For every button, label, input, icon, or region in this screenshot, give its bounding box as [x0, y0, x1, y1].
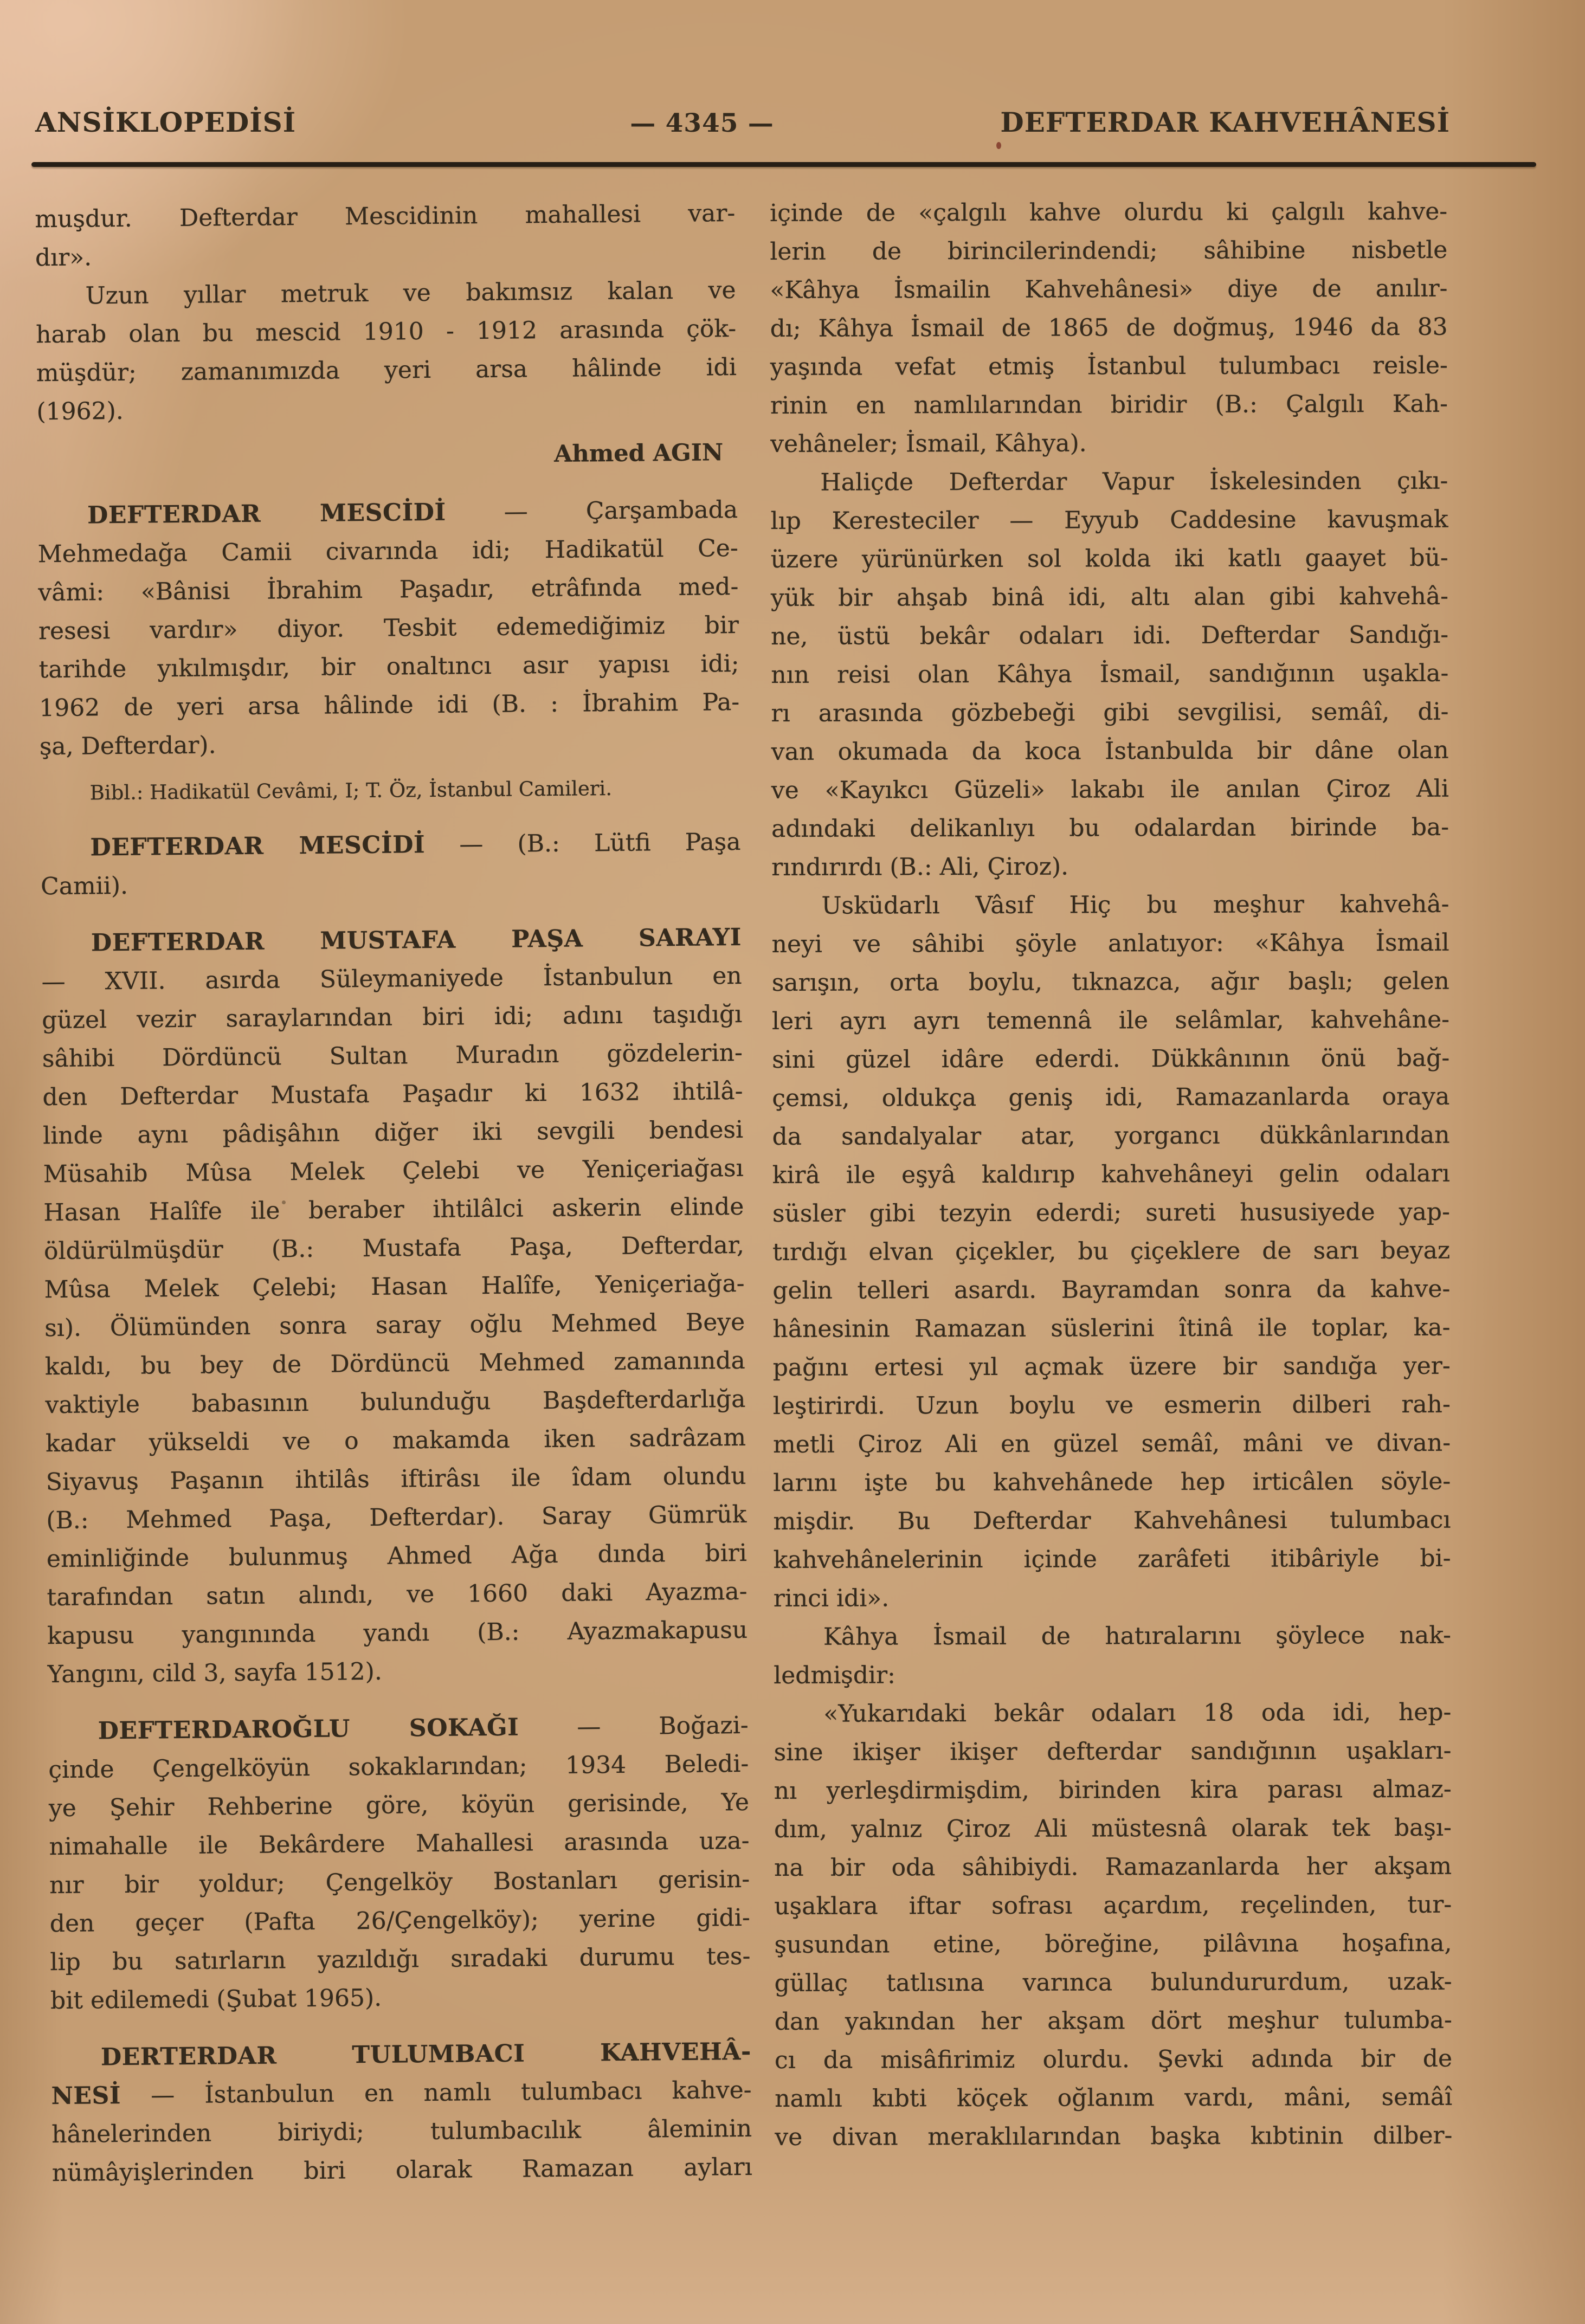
text-line: larını işte bu kahvehânede hep irticâlen söyle-	[773, 1467, 1451, 1497]
text-line: DEFTERDAR MESCİDİ — Çarşambada	[87, 495, 738, 530]
text-line: sini güzel idâre ederdi. Dükkânının önü bağ-	[772, 1044, 1450, 1074]
text-line: Usküdarlı Vâsıf Hiç bu meşhur kahvehâ-	[821, 890, 1449, 920]
text-line: «Kâhya İsmailin Kahvehânesi» diye de anılır-	[770, 274, 1448, 304]
column-right	[770, 192, 1452, 2157]
paragraph	[774, 1693, 1452, 2157]
text-line: dan yakından her akşam dört meşhur tulumba-	[774, 2006, 1452, 2036]
text-line: rinin en namlılarından biridir (B.: Çalgılı Kah-	[770, 390, 1448, 419]
text-line: kirâ ile eşyâ kaldırıp kahvehâneyi gelin odaları	[772, 1159, 1450, 1189]
text-line: lip bu satırların yazıldığı sıradaki durumu tes-	[50, 1942, 751, 1977]
text-line: Siyavuş Paşanın ihtilâs iftirâsı ile îdam olundu	[46, 1462, 746, 1496]
text-line: sine ikişer ikişer defterdar sandığının uşakları-	[774, 1736, 1452, 1766]
text-line: içinde de «çalgılı kahve olurdu ki çalgılı kahve-	[770, 197, 1448, 227]
entry-heading: DEFTERDAR MESCİDİ	[90, 831, 426, 862]
entry-heading: DEFTERDAROĞLU SOKAĞI	[98, 1713, 519, 1745]
text-line: mişdir. Bu Defterdar Kahvehânesi tulumbacı	[773, 1506, 1451, 1535]
text-line: süsler gibi tezyin ederdi; sureti hususiyede yap-	[772, 1198, 1450, 1228]
entry-heading: DEFTERDAR MESCİDİ	[87, 498, 446, 530]
entry-heading: NESİ	[51, 2082, 121, 2110]
text-line: muşdur. Defterdar Mescidinin mahallesi var-	[35, 199, 736, 234]
text-line: güzel vezir saraylarından biri idi; adını taşıdığı	[42, 1000, 743, 1035]
text-line: — XVII. asırda Süleymaniyede İstanbulun en	[41, 961, 742, 996]
text-line: tırdığı elvan çiçekler, bu çiçeklere de sarı beyaz	[772, 1236, 1451, 1266]
text-line: çemsi, oldukça geniş idi, Ramazanlarda oraya	[772, 1082, 1450, 1112]
text-line: dı; Kâhya İsmail de 1865 de doğmuş, 1946 da 83	[770, 313, 1448, 343]
text-line: na bir oda sâhibiydi. Ramazanlarda her akşam	[774, 1852, 1452, 1882]
text-line: harab olan bu mescid 1910 - 1912 arasında çök-	[35, 314, 737, 349]
text-line: nı yerleşdirmişdim, birinden kira parası almaz-	[774, 1775, 1452, 1805]
text-line	[51, 2032, 752, 2077]
text-line: rı arasında gözbebeği gibi sevgilisi, semâî, di-	[771, 698, 1449, 727]
entry-paragraph	[41, 918, 748, 1694]
text-line: lıp Keresteciler — Eyyub Caddesine kavuşmak	[770, 505, 1448, 535]
text-line: ve divan meraklılarından başka kıbtinin dilber-	[775, 2121, 1453, 2151]
text-line: nimahalle ile Bekârdere Mahallesi arasında uza-	[49, 1826, 750, 1861]
paragraph	[770, 192, 1448, 463]
text-line: sarışın, orta boylu, tıknazca, ağır başlı; gelen	[771, 967, 1449, 997]
text-line: yük bir ahşab binâ idi, altı alan gibi kahvehâ-	[770, 582, 1449, 612]
header-page-number: — 4345 —	[630, 108, 774, 138]
text-line: DEFTERDAROĞLU SOKAĞI — Boğazi-	[98, 1711, 749, 1745]
text-line: gelin telleri asardı. Bayramdan sonra da kahve-	[772, 1275, 1451, 1305]
text-line: da sandalyalar atar, yorgancı dükkânlarından	[772, 1121, 1450, 1151]
paragraph	[774, 1616, 1451, 1695]
paragraph	[770, 462, 1449, 887]
text-line: yaşında vefat etmiş İstanbul tulumbacı reisle-	[770, 351, 1448, 381]
paragraph	[35, 194, 736, 277]
text-line: van okumada da koca İstanbulda bir dâne olan	[771, 736, 1449, 766]
text-line: neyi ve sâhibi şöyle anlatıyor: «Kâhya İsmail	[771, 928, 1449, 958]
text-line: adındaki delikanlıyı bu odalardan birinde ba-	[771, 813, 1449, 843]
text-line: Kâhya İsmail de hatıralarını şöylece nak-	[823, 1621, 1452, 1651]
header-left-title: ANSİKLOPEDİSİ	[35, 106, 297, 138]
author-byline: Ahmed AGIN	[553, 439, 724, 468]
entry-paragraph	[48, 1706, 751, 2020]
text-line: ledmişdir:	[774, 1661, 895, 1689]
header-rule	[31, 162, 1536, 167]
text-line: sâhibi Dördüncü Sultan Muradın gözdelerin-	[42, 1038, 743, 1073]
text-line: DEFTERDAR MESCİDİ — (B.: Lütfi Paşa	[90, 828, 741, 862]
text-line: den Defterdar Mustafa Paşadır ki 1632 ihtilâ-	[42, 1077, 743, 1112]
text-line: «Yukarıdaki bekâr odaları 18 oda idi, hep-	[823, 1698, 1452, 1728]
text-line: metli Çiroz Ali en güzel semâî, mâni ve divan-	[772, 1429, 1451, 1458]
text-line: şusundan etine, böreğine, pilâvına hoşafına,	[774, 1929, 1452, 1959]
text-line: kadar yükseldi ve o makamda iken sadrâzam	[45, 1423, 746, 1458]
text-line: ye Şehir Rehberine göre, köyün gerisinde, Ye	[48, 1788, 750, 1823]
text-line: ve «Kayıkcı Güzeli» lakabı ile anılan Çiroz Ali	[771, 774, 1449, 804]
bibliography-line: Bibl.: Hadikatül Cevâmi, I; T. Öz, İstanbul Camileri.	[89, 777, 613, 805]
text-line: dım, yalnız Çiroz Ali müstesnâ olarak tek başı-	[774, 1813, 1452, 1843]
text-line: rındırırdı (B.: Ali, Çiroz).	[771, 853, 1069, 881]
text-line: ne, üstü bekâr odaları idi. Defterdar Sandığı-	[771, 621, 1449, 650]
page-header	[35, 106, 1450, 146]
text-line: uşaklara iftar sofrası açardım, reçelinden, tur-	[774, 1890, 1452, 1920]
text-line: vâmi: «Bânisi İbrahim Paşadır, etrâfında med-	[38, 572, 739, 607]
text-line: Uzun yıllar metruk ve bakımsız kalan ve	[85, 276, 736, 310]
text-line: kahvehânelerinin içinde zarâfeti itibâriyle bi-	[773, 1544, 1451, 1574]
text-line: çinde Çengelköyün sokaklarından; 1934 Beledi-	[48, 1750, 749, 1784]
text-line: vehâneler; İsmail, Kâhya).	[770, 429, 1087, 458]
text-line: bit edilemedi (Şubat 1965).	[50, 1984, 382, 2015]
text-line: kapusu yangınında yandı (B.: Ayazmakapusu	[47, 1616, 748, 1650]
entry-paragraph	[37, 490, 740, 766]
text-line	[41, 918, 742, 963]
text-line: namlı kıbti köçek oğlanım vardı, mâni, semâî	[775, 2083, 1453, 2113]
text-line: (B.: Mehmed Paşa, Defterdar). Saray Gümrük	[46, 1500, 747, 1535]
text-line: tarihde yıkılmışdır, bir onaltıncı asır yapısı idi;	[38, 649, 739, 684]
text-line: Yangını, cild 3, sayfa 1512).	[47, 1657, 383, 1689]
paragraph	[771, 885, 1451, 1618]
text-line: hânesinin Ramazan süslerini îtinâ ile toplar, ka-	[772, 1313, 1451, 1343]
text-line: leştirirdi. Uzun boylu ve esmerin dilberi rah-	[772, 1390, 1451, 1420]
text-line: vaktiyle babasının bulunduğu Başdefterdarlığa	[45, 1385, 746, 1419]
text-line: cı da misâfirimiz olurdu. Şevki adında bir de	[774, 2044, 1453, 2074]
text-line: Camii).	[40, 872, 128, 901]
text-line: Mûsa Melek Çelebi; Hasan Halîfe, Yeniçeriağa-	[44, 1269, 745, 1304]
text-line: Haliçde Defterdar Vapur İskelesinden çıkı-	[820, 467, 1448, 496]
text-line: sı). Ölümünden sonra saray oğlu Mehmed Beye	[44, 1308, 745, 1342]
text-line: Müsahib Mûsa Melek Çelebi ve Yeniçeriağası	[43, 1154, 744, 1189]
text-line: 1962 de yeri arsa hâlinde idi (B. : İbrahim Pa-	[39, 688, 740, 722]
text-line: linde aynı pâdişâhın diğer iki sevgili bendesi	[42, 1115, 744, 1150]
entry-heading: DERTERDAR TULUMBACI KAHVEHÂ-	[100, 2037, 752, 2071]
entry-paragraph	[51, 2032, 752, 2192]
header-right-title: DEFTERDAR KAHVEHÂNESİ	[1000, 106, 1450, 138]
text-line: lerin de birincilerindendi; sâhibine nisbetle	[770, 236, 1448, 266]
paragraph	[35, 271, 737, 431]
text-line: müşdür; zamanımızda yeri arsa hâlinde idi	[36, 353, 737, 388]
text-line: den geçer (Pafta 26/Çengelköy); yerine gidi-	[49, 1903, 750, 1938]
text-line: nümâyişlerinden biri olarak Ramazan ayları	[51, 2153, 752, 2187]
text-line: tarafından satın alındı, ve 1660 daki Ayazma-	[47, 1577, 748, 1612]
text-line: leri ayrı ayrı temennâ ile selâmlar, kahvehâne-	[771, 1005, 1450, 1035]
text-line: üzere yürünürken sol kolda iki katlı gaayet bü-	[770, 544, 1448, 573]
text-line: eminliğinde bulunmuş Ahmed Ağa dında biri	[46, 1539, 748, 1573]
text-line: nır bir yoldur; Çengelköy Bostanları gerisin-	[49, 1865, 750, 1900]
text-line: resesi vardır» diyor. Tesbit edemediğimiz bir	[38, 611, 739, 645]
entry-paragraph	[40, 823, 741, 906]
text-line: şa, Defterdar).	[39, 731, 216, 761]
text-line: dır».	[35, 243, 92, 272]
paper-speck	[996, 142, 1001, 149]
text-line: hânelerinden biriydi; tulumbacılık âleminin	[51, 2114, 752, 2149]
text-line: öldürülmüşdür (B.: Mustafa Paşa, Defterdar,	[43, 1231, 745, 1266]
text-line: güllaç tatlısına varınca bulundururdum, uzak-	[774, 1967, 1452, 1997]
text-line: (1962).	[36, 397, 124, 426]
column-left	[35, 194, 752, 2192]
entry-heading: DEFTERDAR MUSTAFA PAŞA SARAYI	[91, 923, 742, 957]
text-line: nın reisi olan Kâhya İsmail, sandığının uşakla-	[771, 659, 1449, 689]
text-line: rinci idi».	[773, 1584, 890, 1612]
text-line: NESİ — İstanbulun en namlı tulumbacı kahve-	[51, 2076, 752, 2110]
text-line: pağını ertesi yıl açmak üzere bir sandığa yer-	[772, 1352, 1451, 1382]
text-line: Mehmedağa Camii civarında idi; Hadikatül Ce-	[37, 534, 738, 569]
text-line: Hasan Halîfe ile beraber ihtilâlci askerin elinde	[43, 1192, 744, 1227]
text-line: kaldı, bu bey de Dördüncü Mehmed zamanında	[44, 1346, 746, 1381]
